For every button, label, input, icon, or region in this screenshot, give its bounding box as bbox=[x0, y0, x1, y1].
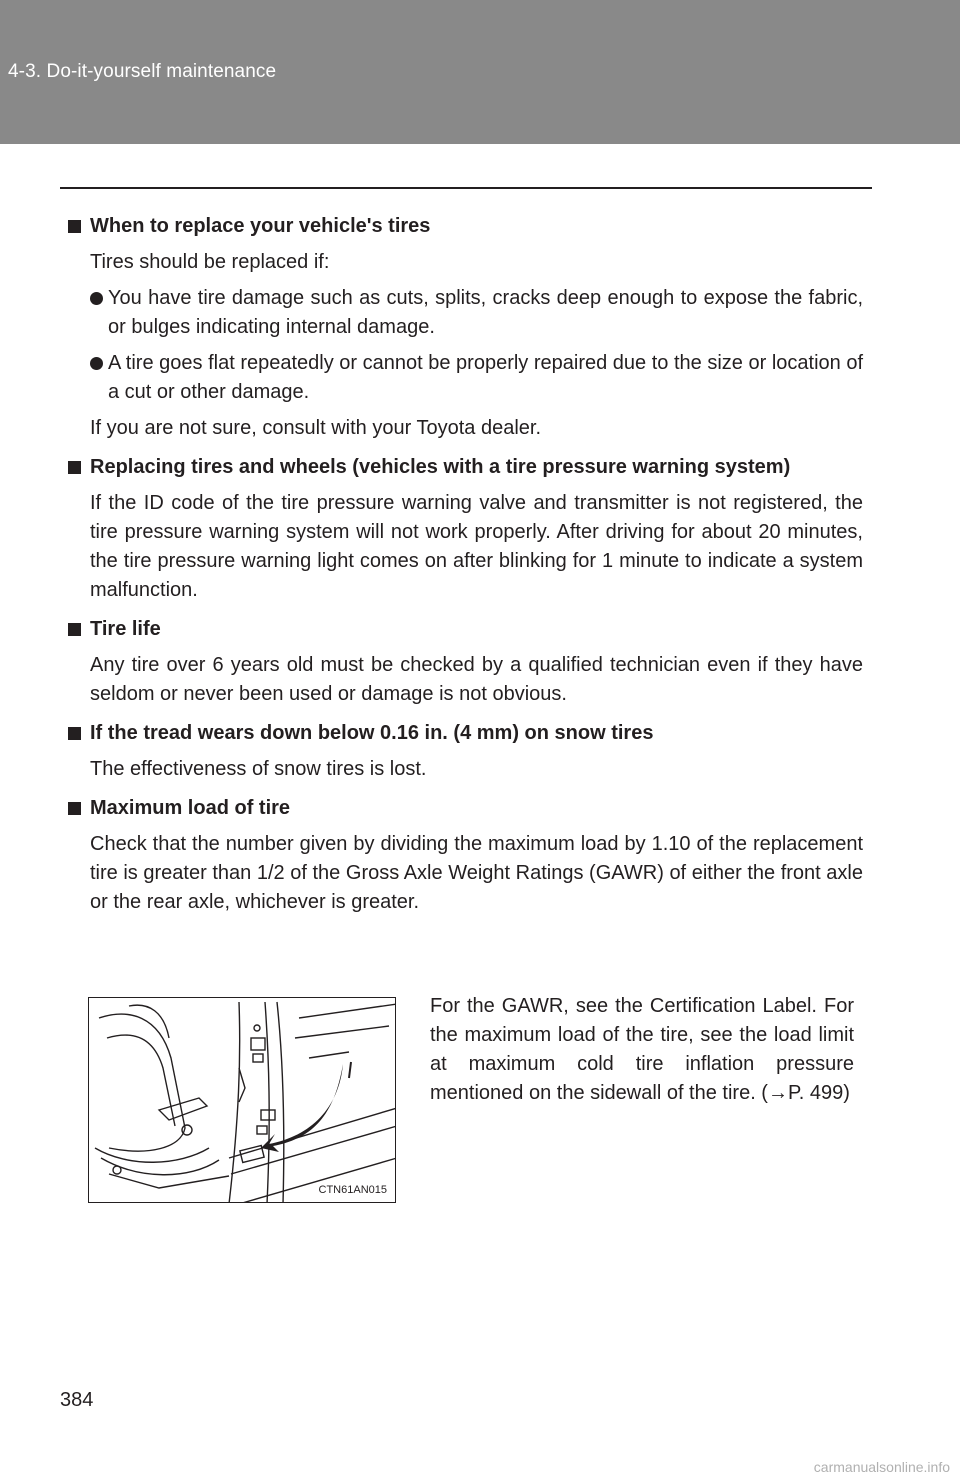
paragraph: The effectiveness of snow tires is lost. bbox=[90, 758, 427, 780]
page-number: 384 bbox=[60, 1389, 94, 1411]
paragraph: Check that the number given by dividing the maximum load by 1.10 of the replacement tire is greater than 1/2 of the Gross Axle Weight Ratings (GAWR) of either the front axle or the rear axle, whichever is greater. bbox=[90, 833, 863, 913]
section-title: 4-3. Do-it-yourself maintenance bbox=[8, 61, 277, 82]
square-bullet-icon bbox=[68, 727, 81, 740]
figure-caption: For the GAWR, see the Certification Label. For the maximum load of the tire, see the load limit at maximum cold tire inflation pressure mentioned on the sidewall of the tire. (→P. 499) bbox=[430, 995, 854, 1104]
section-heading: If the tread wears down below 0.16 in. (4 mm) on snow tires bbox=[68, 719, 863, 748]
paragraph: If you are not sure, consult with your Toyota dealer. bbox=[90, 417, 541, 439]
figure-code: CTN61AN015 bbox=[318, 1184, 387, 1196]
header-band bbox=[0, 0, 960, 144]
paragraph: Any tire over 6 years old must be checked by a qualified technician even if they have seldom or never been used or damage is not obvious. bbox=[90, 654, 863, 705]
divider bbox=[60, 187, 872, 189]
paragraph: If the ID code of the tire pressure warning valve and transmitter is not registered, the tire pressure warning system will not work properly. After driving for about 20 minutes, the tire pressure warning light comes on after blinking for 1 minute to indicate a system malfunction. bbox=[90, 492, 863, 601]
square-bullet-icon bbox=[68, 623, 81, 636]
square-bullet-icon bbox=[68, 461, 81, 474]
square-bullet-icon bbox=[68, 220, 81, 233]
list-item: You have tire damage such as cuts, splits, cracks deep enough to expose the fabric, or bulges indicating internal damage. bbox=[90, 284, 863, 342]
list-item: A tire goes flat repeatedly or cannot be properly repaired due to the size or location of a cut or other damage. bbox=[90, 349, 863, 407]
section-heading: Replacing tires and wheels (vehicles with a tire pressure warning system) bbox=[68, 453, 863, 482]
car-door-pillar-drawing bbox=[89, 998, 396, 1203]
section-heading: When to replace your vehicle's tires bbox=[68, 212, 863, 241]
section-heading: Tire life bbox=[68, 615, 863, 644]
round-bullet-icon bbox=[90, 292, 103, 305]
main-content bbox=[68, 212, 863, 917]
square-bullet-icon bbox=[68, 802, 81, 815]
watermark: carmanualsonline.info bbox=[813, 1459, 950, 1475]
round-bullet-icon bbox=[90, 357, 103, 370]
door-sill-illustration bbox=[88, 997, 396, 1203]
section-heading: Maximum load of tire bbox=[68, 794, 863, 823]
paragraph: Tires should be replaced if: bbox=[90, 251, 330, 273]
